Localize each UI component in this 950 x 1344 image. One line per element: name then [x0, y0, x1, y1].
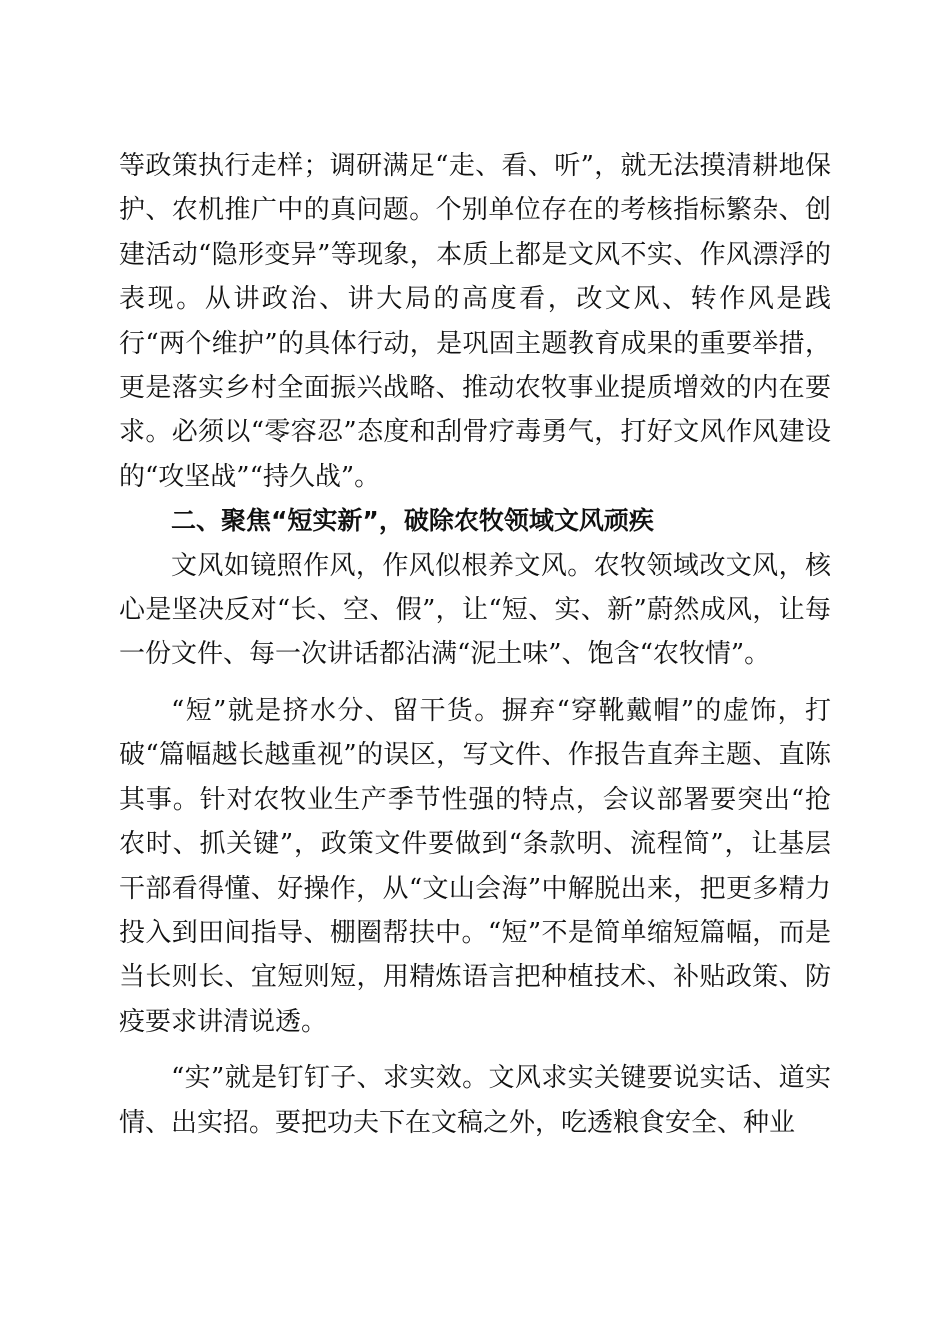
paragraph: “实”就是钉钉子、求实效。文风求实关键要说实话、道实情、出实招。要把功夫下在文稿之外，吃透粮食安全、种业	[119, 1063, 831, 1138]
section-heading: 二、聚焦“短实新”，破除农牧领域文风顽疾	[171, 506, 654, 536]
document-body	[119, 144, 831, 1145]
paragraph: 文风如镜照作风，作风似根养文风。农牧领域改文风，核心是坚决反对“长、空、假”，让“短、实、新”蔚然成风，让每一份文件、每一次讲话都沾满“泥土味”、饱含“农牧情”。	[119, 550, 831, 670]
paragraph: “短”就是挤水分、留干货。摒弃“穿靴戴帽”的虚饰，打破“篇幅越长越重视”的误区，写文件、作报告直奔主题、直陈其事。针对农牧业生产季节性强的特点，会议部署要突出“抢农时、抓关键”，政策文件要做到“条款明、流程简”，让基层干部看得懂、好操作，从“文山会海”中解脱出来，把更多精力投入到田间指导、棚圈帮扶中。“短”不是简单缩短篇幅，而是当长则长、宜短则短，用精炼语言把种植技术、补贴政策、防疫要求讲清说透。	[119, 695, 831, 1037]
paragraph-continued: 等政策执行走样；调研满足“走、看、听”，就无法摸清耕地保护、农机推广中的真问题。个别单位存在的考核指标繁杂、创建活动“隐形变异”等现象，本质上都是文风不实、作风漂浮的表现。从讲政治、讲大局的高度看，改文风、转作风是践行“两个维护”的具体行动，是巩固主题教育成果的重要举措，更是落实乡村全面振兴战略、推动农牧事业提质增效的内在要求。必须以“零容忍”态度和刮骨疗毒勇气，打好文风作风建设的“攻坚战”“持久战”。	[119, 151, 831, 492]
